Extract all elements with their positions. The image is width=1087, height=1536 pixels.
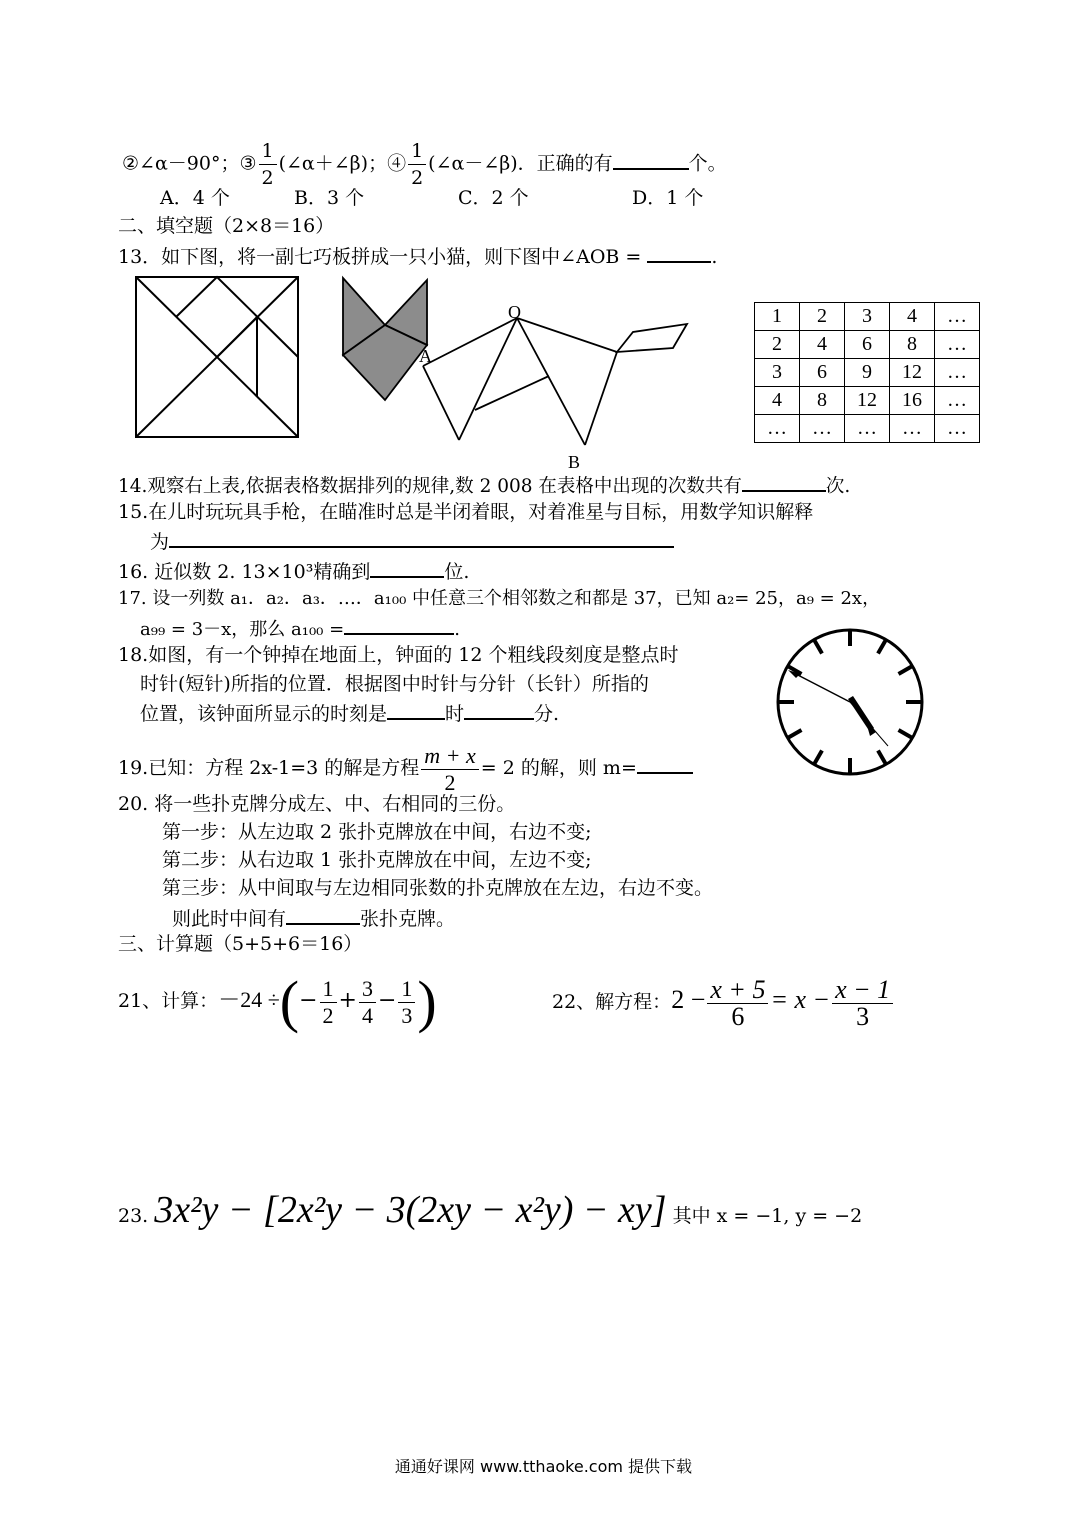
- tangram-cat-figure: [335, 270, 695, 472]
- q22-fraction-1: $\frac{x + 5}{6}$: [707, 977, 768, 1030]
- q20-step1: 第一步：从左边取 2 张扑克牌放在中间，右边不变;: [162, 821, 592, 843]
- table-cell: 12: [890, 359, 935, 387]
- table-cell: …: [800, 415, 845, 443]
- table-cell: …: [935, 415, 980, 443]
- q14-text: 14.观察右上表,依据表格数据排列的规律,数 2 008 在表格中出现的次数共有: [118, 476, 742, 497]
- q23-number: 23.: [118, 1205, 149, 1227]
- q23-expression: 3x²y − [2x²y − 3(2xy − x²y) − xy]: [154, 1189, 667, 1231]
- table-cell: …: [935, 303, 980, 331]
- table-cell: 12: [845, 387, 890, 415]
- q18-line2: 时针(短针)所指的位置．根据图中时针与分针（长针）所指的: [140, 673, 649, 695]
- table-row: [755, 415, 980, 443]
- q17-tail: .: [454, 619, 460, 640]
- q20-step2: 第二步：从右边取 1 张扑克牌放在中间，左边不变;: [162, 849, 592, 871]
- q18-minute-blank[interactable]: [464, 700, 534, 720]
- q16: [118, 558, 469, 584]
- q17-answer-blank[interactable]: [344, 615, 454, 635]
- number-table: [754, 302, 980, 443]
- q22: [552, 970, 895, 1032]
- q23: [118, 1180, 862, 1246]
- table-cell: …: [755, 415, 800, 443]
- label-a: A: [419, 346, 432, 366]
- q20-post: 张扑克牌。: [360, 908, 456, 930]
- table-cell: …: [935, 359, 980, 387]
- q15-prefix: 为: [150, 531, 170, 553]
- q18-text: 位置，该钟面所显示的时刻是: [140, 703, 388, 725]
- q15-answer-blank[interactable]: [169, 528, 674, 548]
- q20-question: [172, 905, 455, 931]
- table-cell: 4: [755, 387, 800, 415]
- clock-figure: [770, 622, 930, 782]
- table-cell: …: [935, 331, 980, 359]
- q21-label: 21、计算：: [118, 990, 219, 1012]
- q18-hour-blank[interactable]: [387, 700, 445, 720]
- q15-line2: [150, 528, 674, 554]
- table-cell: 9: [845, 359, 890, 387]
- table-cell: 2: [755, 331, 800, 359]
- q21-plus: +: [338, 988, 357, 1013]
- label-b: B: [568, 452, 581, 472]
- tangram-square-figure: [134, 275, 300, 439]
- q13-text: 13．如下图，将一副七巧板拼成一只小猫，则下图中∠AOB =: [118, 246, 642, 268]
- q13-tail: .: [711, 246, 718, 268]
- table-cell: …: [935, 387, 980, 415]
- q20-line1: 20. 将一些扑克牌分成左、中、右相同的三份。: [118, 793, 516, 815]
- q12-choice-b: B．3 个: [294, 187, 365, 209]
- q12-opt4: (∠α－∠β)．正确的有: [428, 152, 613, 175]
- q12-opt3: (∠α＋∠β)；④: [278, 152, 407, 175]
- q18-line3: [140, 700, 559, 726]
- table-row: [755, 387, 980, 415]
- q16-text: 16. 近似数 2. 13×10³精确到: [118, 561, 371, 583]
- q21-right-paren: ): [417, 969, 437, 1034]
- section-2-heading: 二、填空题（2×8＝16）: [118, 215, 335, 237]
- q22-fraction-2: $\frac{x - 1}{3}$: [832, 977, 893, 1030]
- table-row: [755, 359, 980, 387]
- q17-text: a₉₉ = 3－x，那么 a₁₀₀ =: [140, 619, 345, 640]
- q23-condition: 其中 x = −1, y = −2: [672, 1205, 863, 1227]
- q19-post: = 2 的解，则 m=: [480, 757, 637, 779]
- q17-line2: [140, 615, 460, 642]
- q16-answer-blank[interactable]: [370, 558, 444, 578]
- q18-line1: 18.如图，有一个钟掉在地面上，钟面的 12 个粗线段刻度是整点时: [118, 644, 679, 666]
- q12-choice-c: C．2 个: [458, 187, 529, 209]
- q21-fraction-3: $\frac{1}{3}$: [398, 976, 415, 1029]
- q12-choice-a: A．4 个: [160, 187, 230, 209]
- q21: [118, 970, 437, 1032]
- q14-tail: 次.: [825, 476, 851, 497]
- table-cell: 2: [800, 303, 845, 331]
- table-cell: …: [890, 415, 935, 443]
- q20-answer-blank[interactable]: [286, 905, 360, 925]
- q17-line1: 17. 设一列数 a₁．a₂．a₃．…．a₁₀₀ 中任意三个相邻数之和都是 37，已知 a₂= 25，a₉ = 2x，: [118, 588, 881, 609]
- table-cell: 4: [890, 303, 935, 331]
- q15-line1: 15.在儿时玩玩具手枪，在瞄准时总是半闭着眼，对着准星与目标，用数学知识解释: [118, 501, 814, 523]
- q12-options-line: [122, 138, 727, 191]
- q12-half-fraction-2: $\frac{1}{2}$: [408, 138, 426, 191]
- q21-minus: −: [299, 988, 318, 1013]
- table-cell: 4: [800, 331, 845, 359]
- q19: [118, 740, 693, 796]
- q14: [118, 472, 850, 499]
- table-cell: 6: [800, 359, 845, 387]
- label-o: O: [508, 302, 521, 322]
- table-cell: 3: [845, 303, 890, 331]
- q12-answer-blank[interactable]: [613, 150, 689, 170]
- q21-left-paren: (: [279, 969, 300, 1034]
- q12-half-fraction-1: $\frac{1}{2}$: [259, 138, 277, 191]
- q21-dividend: －24 ÷: [218, 987, 280, 1012]
- q16-tail: 位.: [444, 561, 470, 583]
- table-cell: 16: [890, 387, 935, 415]
- minute-hand: [792, 672, 850, 702]
- q18-hour-unit: 时: [445, 703, 465, 725]
- q22-label: 22、解方程：: [552, 991, 672, 1013]
- q18-minute-unit: 分.: [534, 703, 560, 725]
- q19-fraction: $\frac{m + x}{2}$: [421, 743, 479, 796]
- q22-mid: = x −: [770, 985, 831, 1014]
- q22-lhs: 2 −: [671, 985, 706, 1014]
- table-cell: 6: [845, 331, 890, 359]
- q19-pre: 19.已知：方程 2x-1=3 的解是方程: [118, 757, 420, 779]
- table-cell: 8: [890, 331, 935, 359]
- q12-suffix: 个。: [688, 152, 727, 175]
- table-cell: 3: [755, 359, 800, 387]
- footer-credit: 通通好课网 www.tthaoke.com 提供下载: [394, 1457, 693, 1476]
- table-cell: 8: [800, 387, 845, 415]
- table-row: [755, 331, 980, 359]
- q21-fraction-1: $\frac{1}{2}$: [320, 976, 337, 1029]
- q12-choice-d: D．1 个: [632, 187, 704, 209]
- q20-pre: 则此时中间有: [172, 908, 287, 930]
- q14-answer-blank[interactable]: [742, 472, 826, 492]
- table-cell: 1: [755, 303, 800, 331]
- q13-answer-blank[interactable]: [647, 243, 711, 263]
- q12-opt2: ②∠α－90°；③: [122, 152, 257, 175]
- q21-fraction-2: $\frac{3}{4}$: [359, 976, 376, 1029]
- q13: [118, 243, 717, 269]
- table-row: [755, 303, 980, 331]
- section-3-heading: 三、计算题（5+5+6＝16）: [118, 933, 363, 955]
- q21-minus-2: −: [377, 988, 397, 1013]
- table-cell: …: [845, 415, 890, 443]
- q20-step3: 第三步：从中间取与左边相同张数的扑克牌放在左边，右边不变。: [162, 877, 714, 899]
- q19-answer-blank[interactable]: [637, 754, 693, 774]
